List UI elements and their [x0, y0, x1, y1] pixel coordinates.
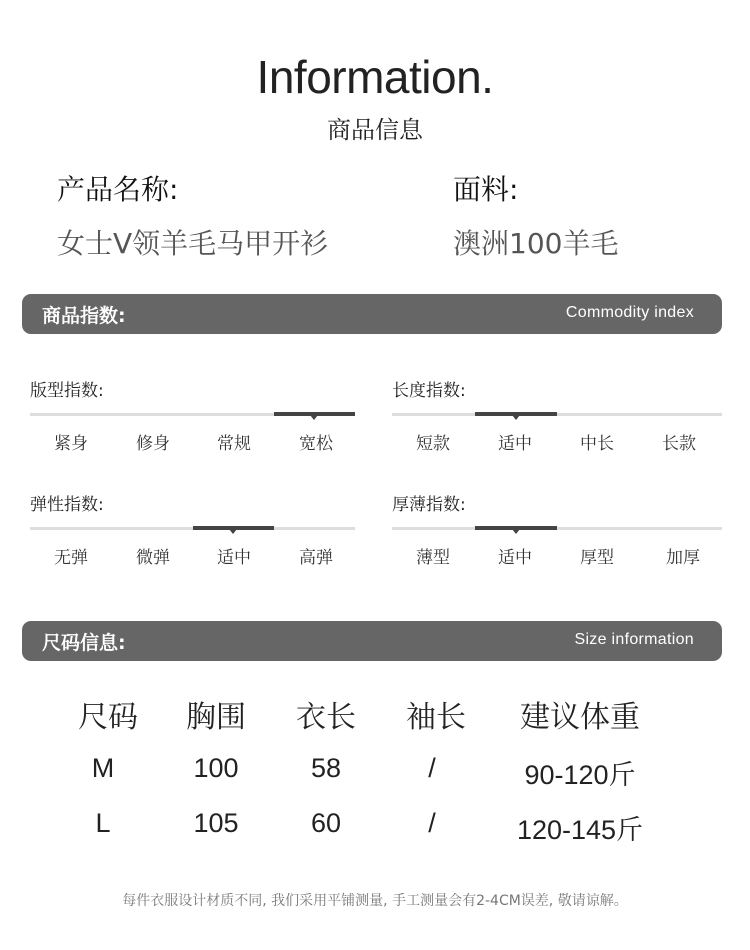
index-option: 高弹: [299, 548, 333, 568]
index-marker: [229, 529, 237, 534]
title-english: Information.: [256, 51, 494, 103]
index-option: 适中: [217, 548, 251, 568]
measurement-note: 每件衣服设计材质不同, 我们采用平铺测量, 手工测量会有2-4CM误差, 敬请谅解。: [122, 893, 628, 909]
table-cell: 120-145斤: [516, 815, 644, 845]
index-option: 紧身: [54, 434, 88, 454]
index-block-length: [392, 376, 722, 456]
table-cell: L: [95, 808, 111, 838]
index-option: 修身: [136, 434, 170, 454]
index-marker: [512, 415, 520, 420]
index-option: 宽松: [299, 434, 333, 454]
size-information-bar: [22, 621, 722, 661]
index-track: [392, 413, 722, 416]
index-option: 厚型: [580, 548, 614, 568]
table-cell: 105: [193, 808, 239, 838]
index-option: 常规: [217, 434, 251, 454]
table-cell: 60: [310, 808, 342, 838]
index-title: 弹性指数:: [30, 495, 104, 515]
product-name-label: 产品名称:: [57, 173, 179, 206]
commodity-index-title-en: Commodity index: [565, 304, 694, 321]
column-header: 胸围: [186, 700, 246, 735]
column-header: 衣长: [296, 700, 356, 735]
index-marker: [512, 529, 520, 534]
index-title: 版型指数:: [30, 381, 104, 401]
index-option: 中长: [580, 434, 614, 454]
index-title: 厚薄指数:: [392, 495, 466, 515]
index-option: 微弹: [136, 548, 170, 568]
index-option: 适中: [498, 434, 532, 454]
table-cell: 90-120斤: [524, 760, 636, 790]
index-option: 短款: [416, 434, 450, 454]
commodity-index-bar: [22, 294, 722, 334]
fabric-value: 澳洲100羊毛: [453, 227, 619, 260]
index-block-fit: [30, 376, 355, 456]
size-information-title-en: Size information: [574, 631, 694, 648]
index-option: 无弹: [54, 548, 88, 568]
commodity-index-title: 商品指数:: [42, 305, 126, 327]
table-cell: /: [428, 808, 436, 838]
title-chinese: 商品信息: [327, 116, 423, 144]
index-track: [30, 413, 355, 416]
index-option: 适中: [498, 548, 532, 568]
index-option: 加厚: [666, 548, 700, 568]
table-cell: M: [91, 753, 115, 783]
index-track: [30, 527, 355, 530]
table-cell: 58: [310, 753, 342, 783]
column-header: 建议体重: [520, 700, 640, 735]
index-option: 长款: [662, 434, 696, 454]
table-cell: 100: [193, 753, 239, 783]
index-track: [392, 527, 722, 530]
table-cell: /: [428, 753, 436, 783]
index-title: 长度指数:: [392, 381, 466, 401]
product-name-value: 女士V领羊毛马甲开衫: [57, 227, 329, 260]
index-block-thickness: [392, 490, 722, 570]
column-header: 袖长: [406, 700, 466, 735]
fabric-label: 面料:: [453, 173, 519, 206]
index-block-elasticity: [30, 490, 355, 570]
column-header: 尺码: [78, 700, 138, 735]
index-marker: [310, 415, 318, 420]
size-information-title: 尺码信息:: [42, 632, 126, 654]
index-option: 薄型: [416, 548, 450, 568]
